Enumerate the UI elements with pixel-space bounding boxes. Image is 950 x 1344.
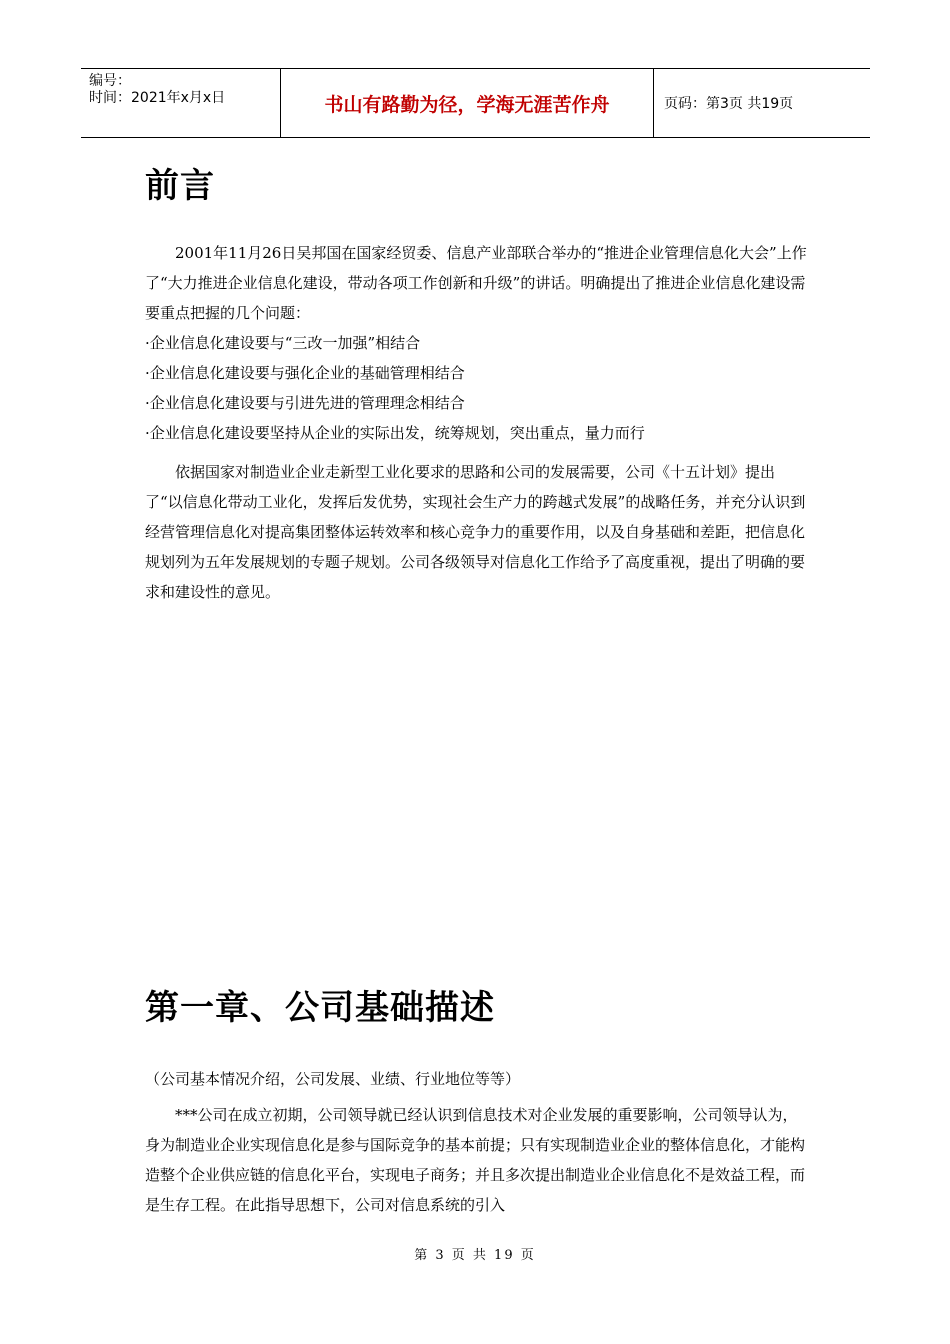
- preface-title: 前言: [145, 166, 215, 206]
- preface-section: [145, 158, 810, 207]
- preface-body: [145, 238, 810, 607]
- chapter1-body: [145, 1064, 810, 1220]
- chapter1-title: 第一章、公司基础描述: [145, 988, 495, 1028]
- chapter1-section: [145, 980, 810, 1029]
- number-label: 编号：: [89, 73, 131, 89]
- header-page-number: 页码：第3页 共19页: [664, 96, 794, 112]
- chapter1-paragraph-1: ***公司在成立初期，公司领导就已经认识到信息技术对企业发展的重要影响，公司领导认为，身为制造业企业实现信息化是参与国际竞争的基本前提；只有实现制造业企业的整体信息化，才能构造整个企业供应链的信息化平台，实现电子商务；并且多次提出制造业企业信息化不是效益工程，而是生存工程。在此指导思想下，公司对信息系统的引入: [145, 1106, 806, 1214]
- page-header: [81, 68, 870, 138]
- page-footer: 第 3 页 共 19 页: [414, 1248, 536, 1263]
- chapter1-note: （公司基本情况介绍，公司发展、业绩、行业地位等等）: [145, 1070, 521, 1088]
- preface-paragraph-2: 依据国家对制造业企业走新型工业化要求的思路和公司的发展需要，公司《十五计划》提出了“以信息化带动工业化，发挥后发优势，实现社会生产力的跨越式发展”的战略任务，并充分认识到经营管理信息化对提高集团整体运转效率和核心竞争力的重要作用，以及自身基础和差距，把信息化规划列为五年发展规划的专题子规划。公司各级领导对信息化工作给予了高度重视，提出了明确的要求和建设性的意见。: [145, 463, 806, 601]
- preface-bullet: ·企业信息化建设要坚持从企业的实际出发，统筹规划，突出重点，量力而行: [145, 424, 645, 442]
- header-info-cell: [81, 69, 281, 137]
- header-motto: 书山有路勤为径，学海无涯苦作舟: [281, 69, 654, 137]
- preface-bullet: ·企业信息化建设要与强化企业的基础管理相结合: [145, 364, 465, 382]
- preface-paragraph-1: 2001年11月26日吴邦国在国家经贸委、信息产业部联合举办的“推进企业管理信息化大会”上作了“大力推进企业信息化建设，带动各项工作创新和升级”的讲话。明确提出了推进企业信息化建设需要重点把握的几个问题：: [145, 244, 807, 322]
- time-label: 时间：2021年x月x日: [89, 90, 226, 106]
- preface-bullet: ·企业信息化建设要与引进先进的管理理念相结合: [145, 394, 465, 412]
- preface-bullet: ·企业信息化建设要与“三改一加强”相结合: [145, 334, 421, 352]
